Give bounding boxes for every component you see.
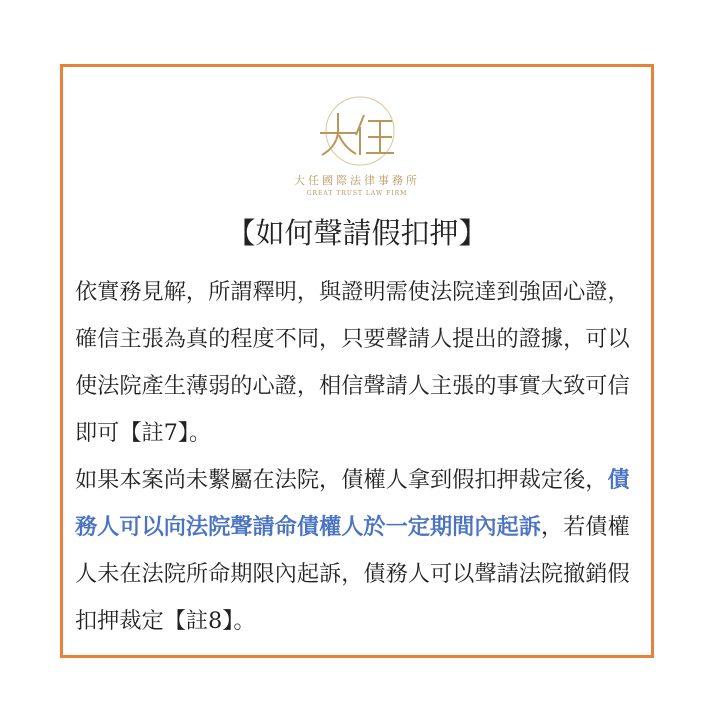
firm-name-chinese: 大任國際法律事務所 — [294, 174, 420, 187]
paragraph-2-end: ，若債權人未在法院所命期限內起訴，債務人可以聲請法院撤銷假扣押裁定【註8】。 — [75, 514, 630, 634]
firm-logo-mark — [312, 91, 402, 171]
firm-logo — [63, 91, 651, 171]
page-title: 【如何聲請假扣押】 — [226, 216, 488, 250]
paragraph-1: 依實務見解，所謂釋明，與證明需使法院達到強固心證，確信主張為真的程度不同，只要聲請人提出的證據，可以使法院產生薄弱的心證，相信聲請人主張的事實大致可信即可【註7】。 — [75, 279, 630, 446]
highlighted-text: 債務人可以向法院聲請命債權人於一定期間內起訴 — [75, 467, 630, 540]
content-frame — [60, 64, 654, 658]
paragraph-2-start: 如果本案尚未繫屬在法院，債權人拿到假扣押裁定後， — [75, 467, 608, 493]
paragraph-2 — [75, 457, 645, 645]
article-body — [75, 269, 645, 645]
firm-name-english: GREAT TRUST LAW FIRM — [306, 190, 408, 197]
